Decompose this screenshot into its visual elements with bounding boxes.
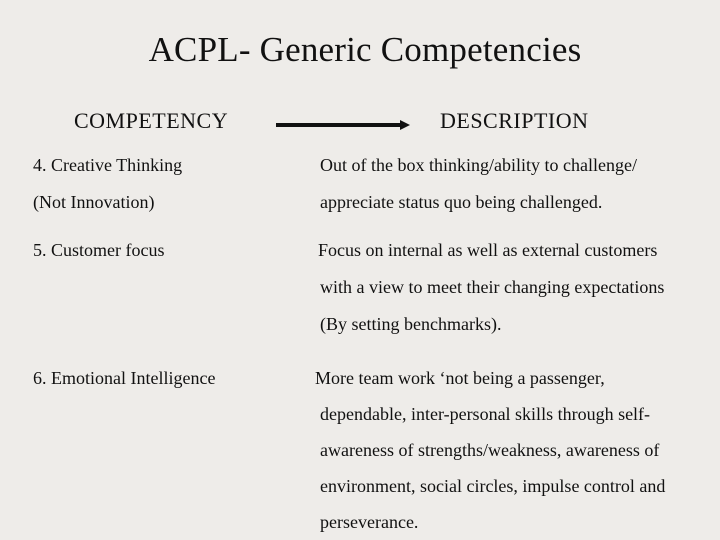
description-line: appreciate status quo being challenged. (320, 192, 603, 212)
description-line: awareness of strengths/weakness, awareness of (320, 440, 660, 460)
competency-column-header: COMPETENCY (74, 108, 229, 133)
description-line: dependable, inter-personal skills through self- (320, 404, 651, 424)
description-line: Focus on internal as well as external customers (318, 240, 658, 260)
description-line: environment, social circles, impulse control and (320, 476, 666, 496)
competency-customer-focus: 5. Customer focus (33, 240, 165, 260)
competency-creative-thinking-note: (Not Innovation) (33, 192, 155, 212)
description-line: More team work ‘not being a passenger, (315, 368, 605, 388)
description-line: with a view to meet their changing expectations (320, 277, 665, 297)
competency-creative-thinking: 4. Creative Thinking (33, 155, 183, 175)
competency-emotional-intelligence: 6. Emotional Intelligence (33, 368, 216, 388)
description-column-header: DESCRIPTION (440, 108, 589, 133)
description-line: perseverance. (320, 512, 419, 532)
slide-title: ACPL- Generic Competencies (148, 30, 582, 69)
description-line: (By setting benchmarks). (320, 314, 502, 334)
right-arrow-icon (276, 118, 411, 132)
description-line: Out of the box thinking/ability to challenge/ (320, 155, 637, 175)
